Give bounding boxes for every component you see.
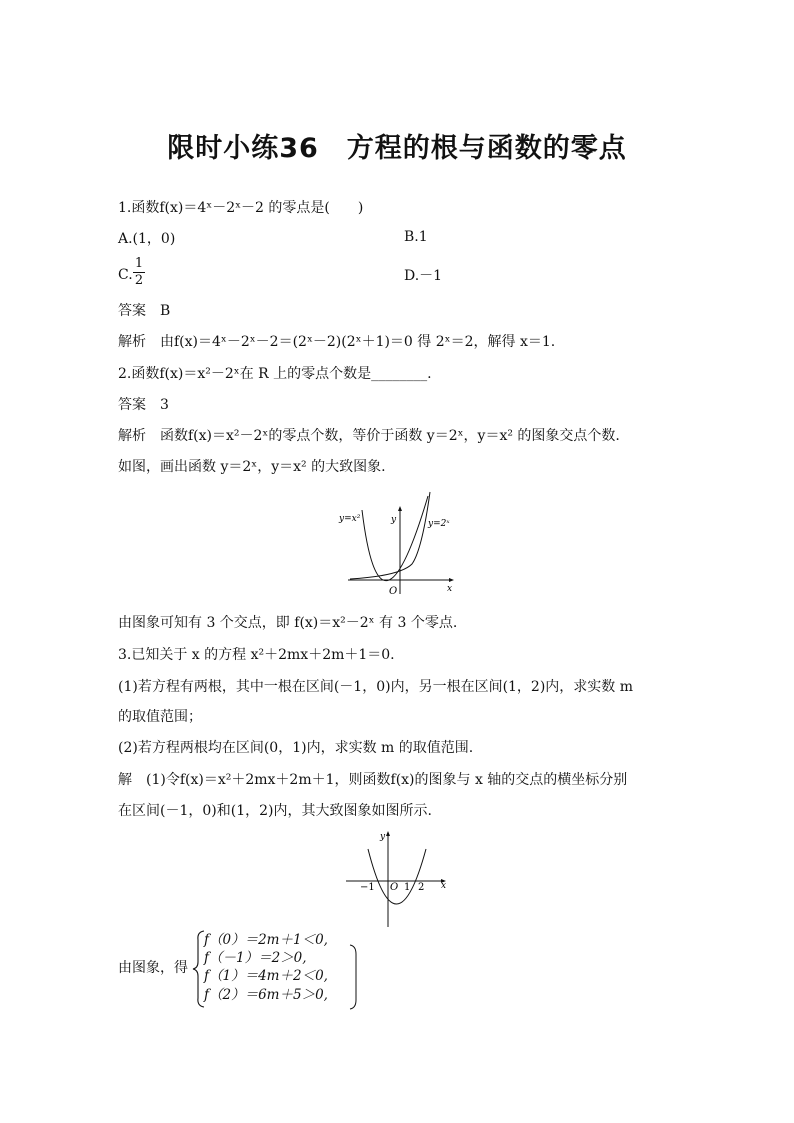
q3-part2: (2)若方程两根均在区间(0，1)内，求实数 m 的取值范围. — [118, 740, 474, 756]
exponential-curve — [350, 492, 430, 579]
q3-system-prefix: 由图象，得 — [118, 960, 188, 976]
system-line-3: f（1）＝4m＋2＜0, — [204, 968, 328, 984]
q2-figure — [330, 488, 460, 598]
q1-option-c-fraction — [133, 256, 145, 289]
y-axis-label: y — [380, 832, 386, 842]
q1-option-b: B.1 — [404, 229, 428, 245]
label-parabola: y=x² — [339, 514, 361, 524]
q3-part1-line1: (1)若方程有两根，其中一根在区间(－1，0)内，另一根在区间(1，2)内，求实数 m — [118, 679, 634, 695]
parabola-curve — [368, 849, 426, 904]
q3-figure — [340, 825, 452, 929]
tick-1: 1 — [404, 882, 411, 893]
y-axis-label: y — [391, 515, 397, 525]
x-axis-label: x — [447, 584, 453, 594]
q3-solution-line2: 在区间(－1，0)和(1，2)内，其大致图象如图所示. — [118, 803, 432, 819]
q3-part1-line2: 的取值范围； — [118, 709, 202, 725]
system-line-2: f（－1）＝2＞0, — [204, 950, 307, 966]
q2-analysis-line2: 如图，画出函数 y＝2ˣ，y＝x² 的大致图象. — [118, 459, 386, 475]
fraction-numerator: 1 — [134, 256, 144, 271]
q2-conclusion: 由图象可知有 3 个交点，即 f(x)＝x²－2ˣ 有 3 个零点. — [118, 615, 458, 631]
q1-option-a: A.(1，0) — [118, 231, 176, 247]
q3-solution-line1: 解 (1)令f(x)＝x²＋2mx＋2m＋1，则函数f(x)的图象与 x 轴的交点的横坐标分别 — [118, 772, 628, 788]
fraction-denominator: 2 — [134, 273, 144, 288]
tick-minus-1: −1 — [360, 882, 375, 893]
x-axis-arrow — [449, 578, 454, 582]
q1-analysis: 解析 由f(x)＝4ˣ－2ˣ－2＝(2ˣ－2)(2ˣ＋1)＝0 得 2ˣ＝2，解得 x＝1. — [118, 334, 556, 350]
q1-answer: 答案 B — [118, 303, 171, 319]
parabola-curve — [362, 496, 428, 581]
page-title: 限时小练36 方程的根与函数的零点 — [167, 133, 627, 164]
q2-analysis-line1: 解析 函数f(x)＝x²－2ˣ的零点个数，等价于函数 y＝2ˣ，y＝x² 的图象交点个数. — [118, 428, 620, 444]
origin-label: O — [390, 882, 399, 893]
q1-option-d: D.－1 — [404, 268, 443, 284]
tick-2: 2 — [418, 882, 425, 893]
x-axis-label: x — [441, 881, 447, 891]
system-line-4: f（2）＝6m＋5＞0, — [204, 987, 328, 1003]
q2-answer: 答案 3 — [118, 397, 169, 413]
q1-option-c-prefix: C. — [118, 267, 133, 283]
q3-stem: 3.已知关于 x 的方程 x²＋2mx＋2m＋1＝0. — [118, 647, 395, 663]
y-axis-arrow — [398, 506, 402, 511]
q1-stem: 1.函数f(x)＝4ˣ－2ˣ－2 的零点是( ) — [118, 200, 364, 216]
origin-label: O — [389, 586, 398, 597]
system-line-1: f（0）＝2m＋1＜0, — [204, 932, 328, 948]
q2-stem: 2.函数f(x)＝x²－2ˣ在 R 上的零点个数是________. — [118, 366, 432, 382]
y-axis-arrow — [386, 831, 390, 836]
right-bracket — [348, 944, 358, 1010]
label-exponential: y=2ˣ — [428, 519, 450, 529]
